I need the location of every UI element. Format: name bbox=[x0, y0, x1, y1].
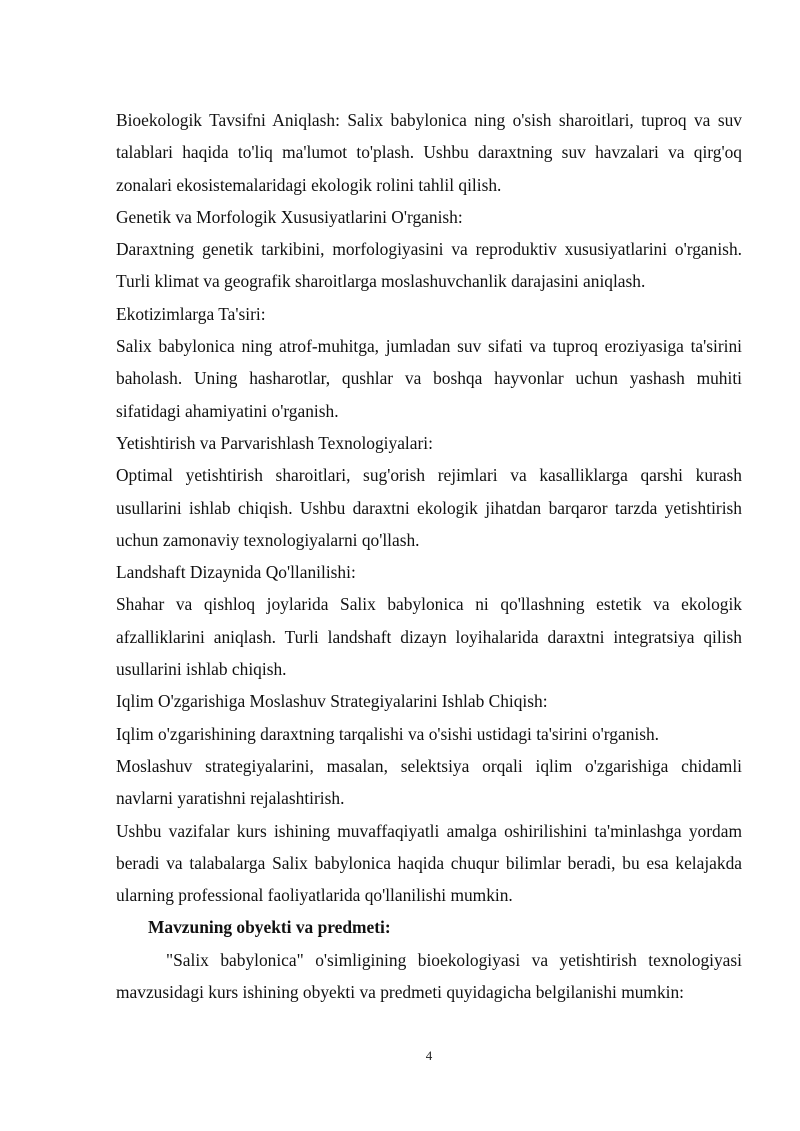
subheading-landscape-design: Landshaft Dizaynida Qo'llanilishi: bbox=[116, 562, 356, 583]
subheading-cultivation-technology: Yetishtirish va Parvarishlash Texnologiyalari: bbox=[116, 432, 433, 453]
subheading-genetic-morphological: Genetik va Morfologik Xususiyatlarini O'rganish: bbox=[116, 206, 463, 227]
subheading-ecosystem-impact: Ekotizimlarga Ta'siri: bbox=[116, 303, 266, 324]
paragraph-object-subject: "Salix babylonica" o'simligining bioekologiyasi va yetishtirish texnologiyasi mavzusidagi kurs ishining obyekti va predmeti quyidagicha belgilanishi mumkin: bbox=[116, 949, 742, 1003]
section-heading: Mavzuning obyekti va predmeti: bbox=[148, 917, 391, 938]
paragraph-climate-impact: Iqlim o'zgarishining daraxtning tarqalishi va o'sishi ustidagi ta'sirini o'rganish. bbox=[116, 723, 660, 744]
page-number: 4 bbox=[425, 1048, 433, 1063]
paragraph-adaptation-strategies: Moslashuv strategiyalarini, masalan, selektsiya orqali iqlim o'zgarishiga chidamli navlarni yaratishni rejalashtirish. bbox=[116, 755, 742, 809]
paragraph-cultivation-technology: Optimal yetishtirish sharoitlari, sug'orish rejimlari va kasalliklarga qarshi kurash usullarini ishlab chiqish. Ushbu daraxtni ekologik jihatdan barqaror tarzda yetishtirish uchun zamonaviy texnologiyalarni qo'llash. bbox=[116, 465, 742, 550]
paragraph-landscape-design: Shahar va qishloq joylarida Salix babylonica ni qo'llashning estetik va ekologik afzalliklarini aniqlash. Turli landshaft dizayn loyihalarida daraxtni integratsiya qilish usullarini ishlab chiqish. bbox=[116, 594, 742, 680]
paragraph-bioecological-description: Bioekologik Tavsifni Aniqlash: Salix babylonica ning o'sish sharoitlari, tuproq va suv talablari haqida to'liq ma'lumot to'plash. Ushbu daraxtning suv havzalari va qirg'oq zonalari ekosistemalaridagi ekologik rolini tahlil qilish. bbox=[116, 110, 742, 195]
page-body bbox=[116, 104, 742, 1008]
subheading-climate-adaptation: Iqlim O'zgarishiga Moslashuv Strategiyalarini Ishlab Chiqish: bbox=[116, 691, 548, 712]
paragraph-summary: Ushbu vazifalar kurs ishining muvaffaqiyatli amalga oshirilishini ta'minlashga yordam beradi va talabalarga Salix babylonica haqida chuqur bilimlar beradi, bu esa kelajakda ularning professional faoliyatlarida qo'llanilishi mumkin. bbox=[116, 820, 742, 906]
paragraph-genetic-morphological: Daraxtning genetik tarkibini, morfologiyasini va reproduktiv xususiyatlarini o'rganish. Turli klimat va geografik sharoitlarga moslashuvchanlik darajasini aniqlash. bbox=[116, 239, 742, 292]
paragraph-ecosystem-impact: Salix babylonica ning atrof-muhitga, jumladan suv sifati va tuproq eroziyasiga ta'sirini baholash. Uning hasharotlar, qushlar va boshqa hayvonlar uchun yashash muhiti sifatidagi ahamiyatini o'rganish. bbox=[116, 336, 742, 421]
